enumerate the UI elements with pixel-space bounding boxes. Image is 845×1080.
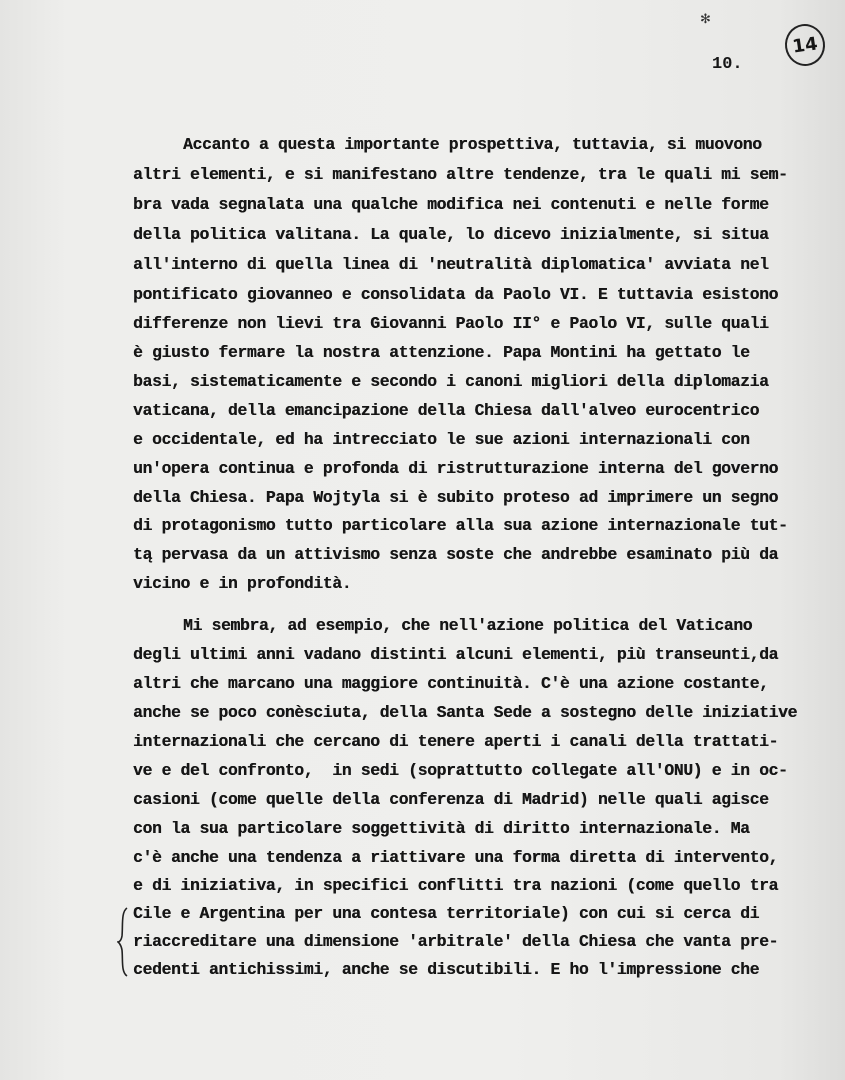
text-line: pontificato giovanneo e consolidata da Paolo VI. E tuttavia esistono xyxy=(133,285,779,304)
margin-brace-mark xyxy=(117,906,131,978)
text-line: Mi sembra, ad esempio, che nell'azione politica del Vaticano xyxy=(183,616,753,635)
text-line: vicino e in profondità. xyxy=(133,574,352,593)
text-line: Cile e Argentina per una contesa territoriale) con cui si cerca di xyxy=(133,904,760,923)
text-line: vaticana, della emancipazione della Chiesa dall'alveo eurocentrico xyxy=(133,401,760,420)
text-line: degli ultimi anni vadano distinti alcuni elementi, più transeunti,da xyxy=(133,645,779,664)
text-line: riaccreditare una dimensione 'arbitrale' della Chiesa che vanta pre- xyxy=(133,932,779,951)
text-line: c'è anche una tendenza a riattivare una forma diretta di intervento, xyxy=(133,848,779,867)
text-line: internazionali che cercano di tenere aperti i canali della trattati- xyxy=(133,732,779,751)
text-line: Accanto a questa importante prospettiva, tuttavia, si muovono xyxy=(183,135,762,154)
page-number: 10. xyxy=(712,55,743,74)
text-line: anche se poco conèsciuta, della Santa Sede a sostegno delle iniziative xyxy=(133,703,798,722)
text-line: differenze non lievi tra Giovanni Paolo II° e Paolo VI, sulle quali xyxy=(133,314,769,333)
text-line: altri elementi, e si manifestano altre tendenze, tra le quali mi sem- xyxy=(133,165,788,184)
text-line: di protagonismo tutto particolare alla sua azione internazionale tut- xyxy=(133,516,788,535)
top-mark: ✻ xyxy=(700,12,711,27)
circled-folio-number: 14 xyxy=(782,21,827,68)
text-line: è giusto fermare la nostra attenzione. Papa Montini ha gettato le xyxy=(133,343,750,362)
text-line: della Chiesa. Papa Wojtyla si è subito proteso ad imprimere un segno xyxy=(133,488,779,507)
text-line: un'opera continua e profonda di ristrutturazione interna del governo xyxy=(133,459,779,478)
text-line: bra vada segnalata una qualche modifica nei contenuti e nelle forme xyxy=(133,195,769,214)
text-line: e occidentale, ed ha intrecciato le sue azioni internazionali con xyxy=(133,430,750,449)
text-line: cedenti antichissimi, anche se discutibili. E ho l'impressione che xyxy=(133,960,760,979)
text-line: ve e del confronto, in sedi (soprattutto collegate all'ONU) e in oc- xyxy=(133,761,788,780)
text-line: della politica valitana. La quale, lo dicevo inizialmente, si situa xyxy=(133,225,769,244)
text-line: e di iniziativa, in specifici conflitti tra nazioni (come quello tra xyxy=(133,876,779,895)
text-line: tą pervasa da un attivismo senza soste che andrebbe esaminato più da xyxy=(133,545,779,564)
text-line: all'interno di quella linea di 'neutralità diplomatica' avviata nel xyxy=(133,255,769,274)
text-line: casioni (come quelle della conferenza di Madrid) nelle quali agisce xyxy=(133,790,769,809)
text-line: altri che marcano una maggiore continuità. C'è una azione costante, xyxy=(133,674,769,693)
text-line: con la sua particolare soggettività di diritto internazionale. Ma xyxy=(133,819,750,838)
text-line: basi, sistematicamente e secondo i canoni migliori della diplomazia xyxy=(133,372,769,391)
